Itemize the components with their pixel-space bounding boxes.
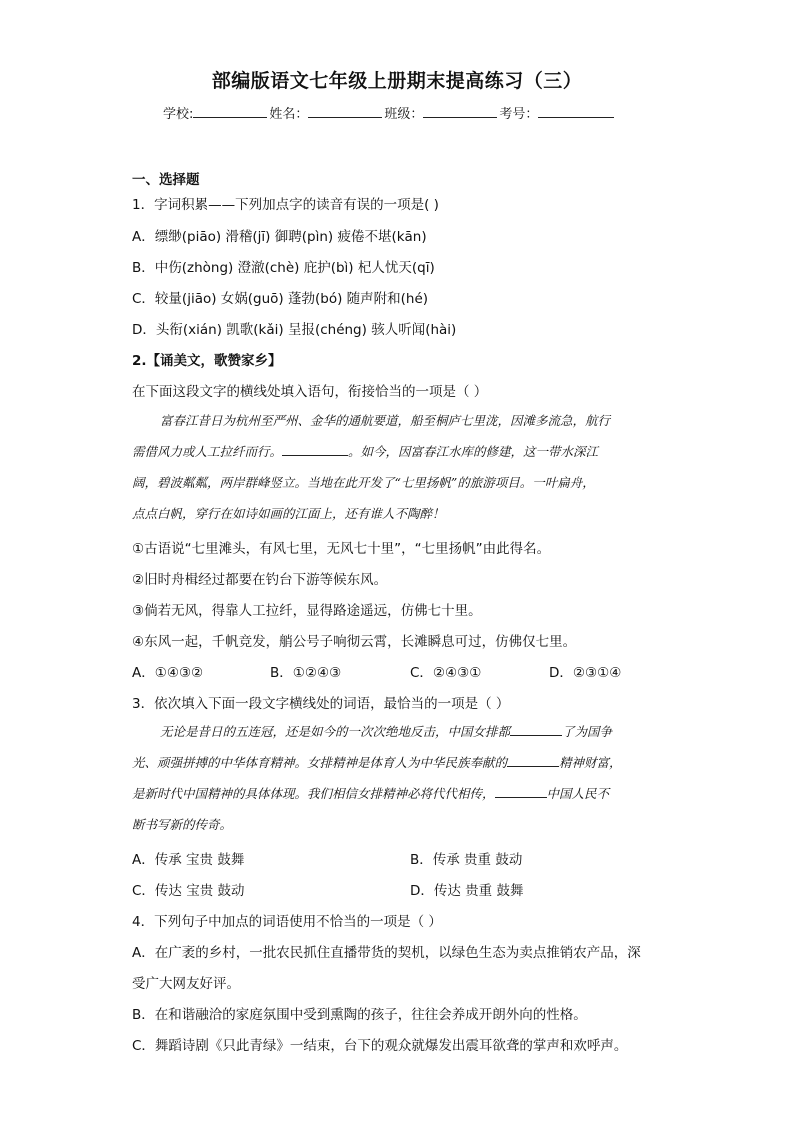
q2-option-a: A．①④③②: [132, 665, 204, 681]
q2-option-d: D．②③①④: [549, 665, 622, 681]
exam-no-label: 考号：: [499, 107, 539, 122]
q3-fill-blank-1[interactable]: [510, 724, 562, 736]
q4-option-b: B．在和谐融洽的家庭氛围中受到熏陶的孩子，往往会养成开朗外向的性格。: [132, 1007, 587, 1023]
exam-no-blank[interactable]: [538, 105, 614, 118]
q2-passage-line-1: 富春江昔日为杭州至严州、金华的通航要道，船至桐庐七里泷，因滩多流急，航行: [160, 413, 611, 428]
q3-passage-line-2: [132, 753, 660, 771]
q3-passage-line-1: [160, 722, 660, 740]
q2-sentence-2: ②旧时舟楫经过都要在钓台下游等候东风。: [132, 572, 388, 588]
school-blank[interactable]: [193, 105, 267, 118]
q4-option-a-line-1: A．在广袤的乡村，一批农民抓住直播带货的契机，以绿色生态为卖点推销农产品，深: [132, 945, 641, 961]
q3-stem: 3．依次填入下面一段文字横线处的词语，最恰当的一项是（ ）: [132, 696, 510, 712]
q1-option-d: D．头衔(xián) 凯歌(kǎi) 呈报(chéng) 骇人听闻(hài): [132, 322, 457, 338]
name-blank[interactable]: [308, 105, 382, 118]
name-label: 姓名：: [269, 107, 309, 122]
q3-passage-text: 中国人民不: [546, 786, 610, 801]
q3-passage-line-3: [132, 784, 660, 802]
q2-passage-text: 需借风力或人工拉纤而行。: [132, 444, 283, 459]
class-label: 班级：: [384, 107, 424, 122]
page-title: 部编版语文七年级上册期末提高练习（三）: [211, 70, 583, 92]
q4-stem: 4．下列句子中加点的词语使用不恰当的一项是（ ）: [132, 914, 442, 930]
q3-passage-text: 了为国争: [562, 724, 613, 739]
student-info-line: [163, 103, 616, 122]
q2-fill-blank[interactable]: [282, 444, 348, 456]
q1-stem: 1．字词积累——下列加点字的读音有误的一项是( ): [132, 197, 439, 213]
q2-sentence-4: ④东风一起，千帆竞发，艄公号子响彻云霄，长滩瞬息可过，仿佛仅七里。: [132, 634, 577, 650]
q3-passage-text: 精神财富，: [559, 755, 622, 770]
q3-option-d: D．传达 贵重 鼓舞: [410, 883, 524, 899]
q3-passage-text: 光、顽强拼搏的中华体育精神。女排精神是体育人为中华民族奉献的: [132, 755, 508, 770]
q3-fill-blank-3[interactable]: [495, 786, 547, 798]
q3-passage-text: 是新时代中国精神的具体体现。我们相信女排精神必将代代相传，: [132, 786, 495, 801]
q3-fill-blank-2[interactable]: [507, 755, 559, 767]
q2-option-b: B．①②④③: [270, 665, 342, 681]
q4-option-a-line-2: 受广大网友好评。: [132, 976, 240, 992]
q1-option-a: A．缥缈(piāo) 滑稽(jī) 御聘(pìn) 疲倦不堪(kān): [132, 229, 427, 245]
q2-sentence-3: ③倘若无风，得靠人工拉纤，显得路途遥远，仿佛七十里。: [132, 603, 482, 619]
q2-passage-text: 。如今，因富春江水库的修建，这一带水深江: [348, 444, 599, 459]
q2-sentence-1: ①古语说“七里滩头，有风七里，无风七十里”，“七里扬帆”由此得名。: [132, 541, 551, 557]
q2-passage-line-4: 点点白帆，穿行在如诗如画的江面上，还有谁人不陶醉！: [132, 506, 445, 521]
q3-option-a: A．传承 宝贵 鼓舞: [132, 852, 245, 868]
q2-passage-line-2: [132, 442, 660, 460]
school-label: 学校:: [163, 107, 194, 122]
class-blank[interactable]: [423, 105, 497, 118]
q3-option-c: C．传达 宝贵 鼓动: [132, 883, 245, 899]
q3-passage-line-4: 断书写新的传奇。: [132, 817, 233, 832]
q4-option-c: C．舞蹈诗剧《只此青绿》一结束，台下的观众就爆发出震耳欲聋的掌声和欢呼声。: [132, 1038, 628, 1054]
q2-option-c: C．②④③①: [410, 665, 482, 681]
q2-passage-line-3: 阔，碧波粼粼，两岸群峰竖立。当地在此开发了“七里扬帆”的旅游项目。一叶扁舟，: [132, 475, 595, 490]
q1-option-b: B．中伤(zhòng) 澄澈(chè) 庇护(bì) 杞人忧天(qī): [132, 260, 435, 276]
q2-stem: 在下面这段文字的横线处填入语句，衔接恰当的一项是（ ）: [132, 384, 488, 400]
section-heading: 一、选择题: [132, 172, 200, 188]
q1-option-c: C．较量(jiāo) 女娲(guō) 蓬勃(bó) 随声附和(hé): [132, 291, 429, 307]
q3-option-b: B．传承 贵重 鼓动: [410, 852, 523, 868]
q3-passage-text: 无论是昔日的五连冠，还是如今的一次次绝地反击，中国女排都: [160, 724, 511, 739]
q2-heading: 2.【诵美文，歌赞家乡】: [132, 353, 282, 369]
